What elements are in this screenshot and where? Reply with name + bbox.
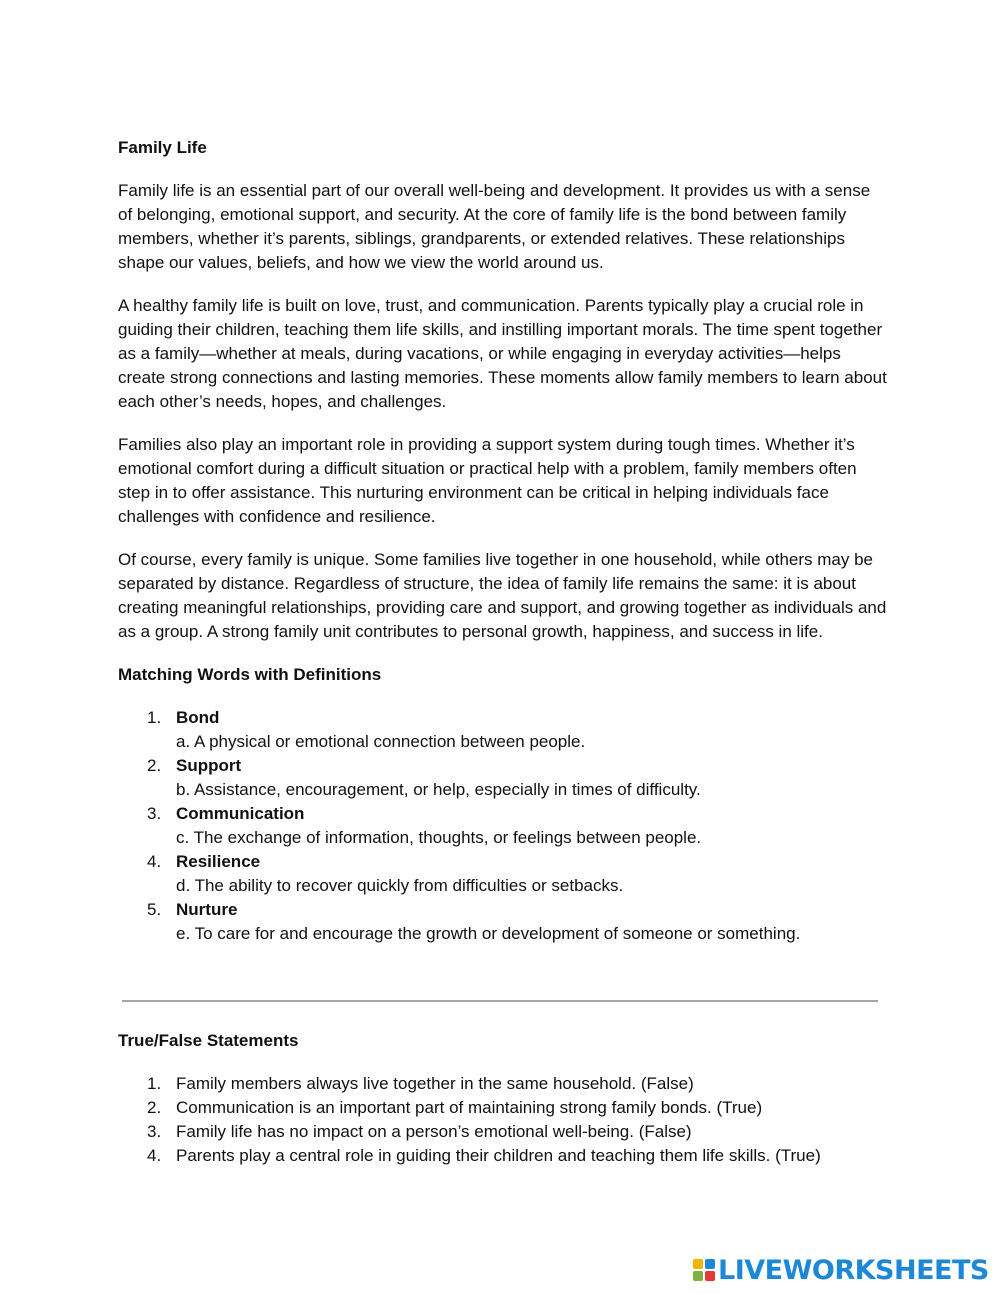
logo-text: LIVEWORKSHEETS — [718, 1254, 989, 1286]
liveworksheets-logo — [693, 1254, 989, 1286]
statement-text: Communication is an important part of maintaining strong family bonds. (True) — [176, 1098, 763, 1117]
matching-item — [118, 898, 888, 946]
true-false-section — [118, 1029, 888, 1168]
statement-text: Parents play a central role in guiding their children and teaching them life skills. (True) — [176, 1146, 821, 1165]
paragraph-2: A healthy family life is built on love, trust, and communication. Parents typically play a crucial role in guiding their children, teaching them life skills, and instilling important morals. The time spent together as a family—whether at meals, during vacations, or while engaging in everyday activities—helps create strong connections and lasting memories. These moments allow family members to learn about each other’s needs, hopes, and challenges. — [118, 296, 887, 411]
logo-square-yellow — [693, 1259, 703, 1269]
definition: b. Assistance, encouragement, or help, especially in times of difficulty. — [176, 780, 701, 799]
item-number: 4. — [147, 852, 162, 871]
true-false-heading: True/False Statements — [118, 1031, 299, 1050]
section-divider — [122, 1000, 878, 1002]
definition: d. The ability to recover quickly from difficulties or setbacks. — [176, 876, 624, 895]
definition: a. A physical or emotional connection between people. — [176, 732, 586, 751]
item-number: 5. — [147, 900, 162, 919]
page-title: Family Life — [118, 138, 207, 157]
item-number: 3. — [147, 1122, 162, 1141]
matching-item — [118, 754, 888, 802]
matching-heading: Matching Words with Definitions — [118, 665, 382, 684]
item-number: 1. — [147, 708, 162, 727]
statement-text: Family members always live together in the same household. (False) — [176, 1074, 694, 1093]
logo-square-blue — [705, 1259, 715, 1269]
term: Support — [176, 756, 242, 775]
item-number: 4. — [147, 1146, 162, 1165]
term: Resilience — [176, 852, 261, 871]
paragraph-3: Families also play an important role in providing a support system during tough times. Whether it’s emotional comfort during a difficult situation or practical help with a problem, family members often step in to offer assistance. This nurturing environment can be critical in helping individuals face challenges with confidence and resilience. — [118, 435, 857, 526]
logo-mark-icon — [693, 1259, 715, 1281]
paragraph-1: Family life is an essential part of our overall well-being and development. It provides us with a sense of belonging, emotional support, and security. At the core of family life is the bond between family members, whether it’s parents, siblings, grandparents, or extended relatives. These relationships shape our values, beliefs, and how we view the world around us. — [118, 181, 871, 272]
definition: e. To care for and encourage the growth or development of someone or something. — [176, 924, 801, 943]
matching-item — [118, 802, 888, 850]
document-body — [118, 136, 888, 946]
statement-item — [118, 1120, 888, 1144]
statement-item — [118, 1072, 888, 1096]
statement-item — [118, 1144, 888, 1168]
item-number: 1. — [147, 1074, 162, 1093]
term: Communication — [176, 804, 305, 823]
matching-item — [118, 850, 888, 898]
item-number: 3. — [147, 804, 162, 823]
matching-list — [118, 706, 888, 946]
logo-square-green — [693, 1271, 703, 1281]
statement-item — [118, 1096, 888, 1120]
term: Nurture — [176, 900, 238, 919]
matching-item — [118, 706, 888, 754]
paragraph-4: Of course, every family is unique. Some families live together in one household, while others may be separated by distance. Regardless of structure, the idea of family life remains the same: it is about creating meaningful relationships, providing care and support, and growing together as individuals and as a group. A strong family unit contributes to personal growth, happiness, and success in life. — [118, 550, 887, 641]
term: Bond — [176, 708, 220, 727]
item-number: 2. — [147, 756, 162, 775]
definition: c. The exchange of information, thoughts, or feelings between people. — [176, 828, 702, 847]
item-number: 2. — [147, 1098, 162, 1117]
true-false-list — [118, 1072, 888, 1168]
statement-text: Family life has no impact on a person’s emotional well-being. (False) — [176, 1122, 692, 1141]
logo-square-red — [705, 1271, 715, 1281]
